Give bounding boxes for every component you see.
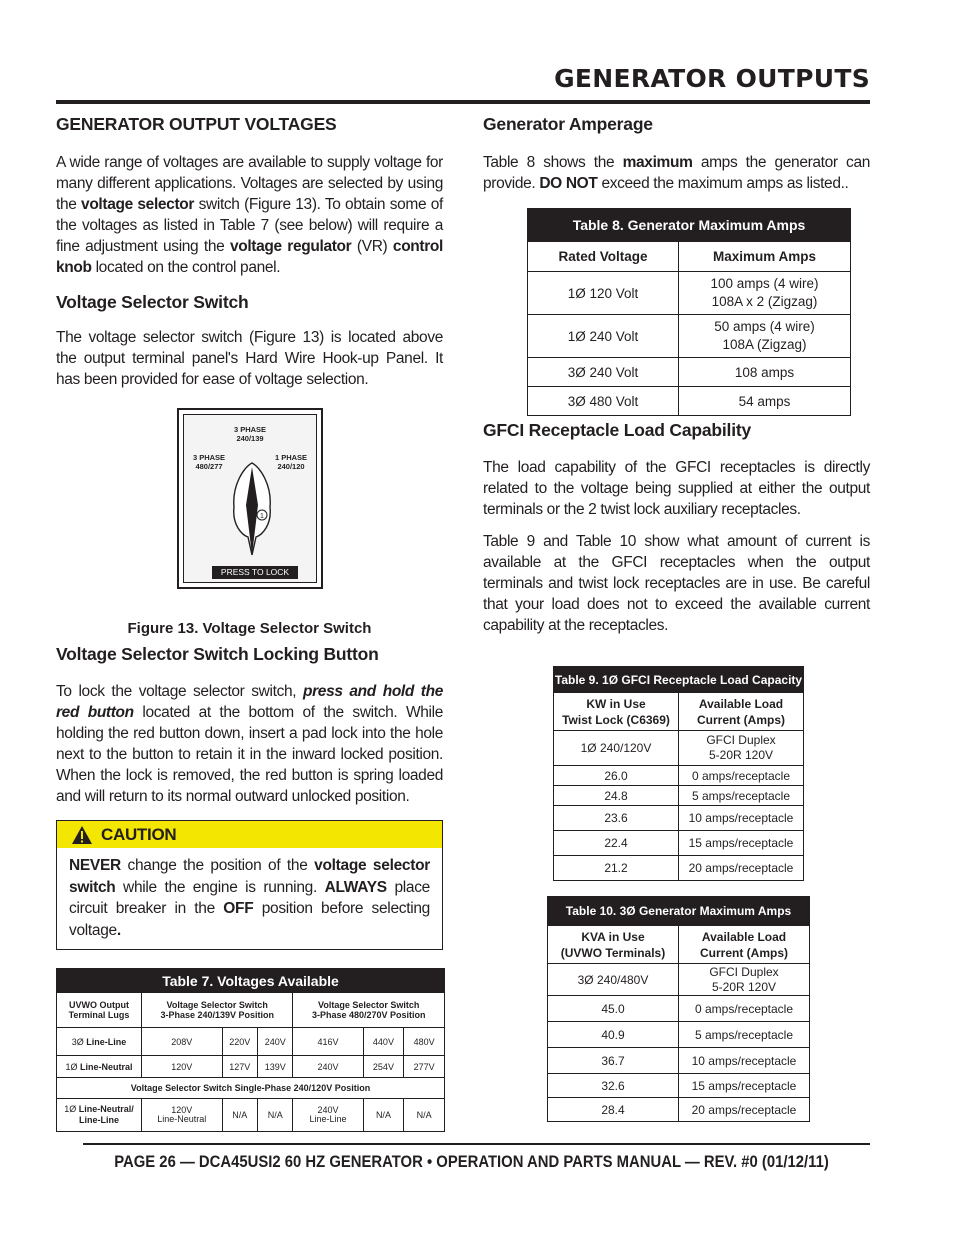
table-10-col-current: Available Load Current (Amps) xyxy=(679,926,810,964)
table-row: 40.9 5 amps/receptacle xyxy=(548,1022,810,1048)
table-9-col-kw: KW in Use Twist Lock (C6369) xyxy=(554,693,679,731)
table-row: 1Ø Line-Neutral 120V 127V 139V 240V 254V 277V xyxy=(57,1056,445,1078)
paragraph-generator-amperage: Table 8 shows the maximum amps the generator can provide. DO NOT exceed the maximum amps as listed.. xyxy=(483,154,870,192)
table-7-header-480: Voltage Selector Switch 3-Phase 480/270V Position xyxy=(293,993,445,1028)
table-row: 22.4 15 amps/receptacle xyxy=(554,831,804,856)
selector-knob-icon xyxy=(184,415,320,586)
table-row: 21.2 20 amps/receptacle xyxy=(554,856,804,881)
table-row: 26.0 0 amps/receptacle xyxy=(554,766,804,786)
svg-text:1: 1 xyxy=(260,513,264,520)
table-row: 1Ø 120 Volt 100 amps (4 wire) 108A x 2 (Zigzag) xyxy=(528,272,851,315)
table-7-single-phase-row: Voltage Selector Switch Single-Phase 240/120V Position xyxy=(57,1078,445,1099)
heading-generator-amperage: Generator Amperage xyxy=(483,114,653,134)
switch-illustration xyxy=(177,408,323,589)
label-1-phase-240: 1 PHASE 240/120 xyxy=(274,453,308,471)
table-8-col-max: Maximum Amps xyxy=(679,242,851,272)
bottom-rule xyxy=(83,1143,870,1145)
table-row: 3Ø Line-Line 208V 220V 240V 416V 440V 480V xyxy=(57,1028,445,1056)
paragraph-gfci-2: Table 9 and Table 10 show what amount of current is available at the GFCI receptacles when the output terminals and twist lock receptacles are in use. Be careful that your load does not to exceed the available current capability at the receptacles. xyxy=(483,533,870,634)
left-column xyxy=(56,114,443,950)
table-row: 24.8 5 amps/receptacle xyxy=(554,786,804,806)
caution-text: NEVER change the position of the voltage selector switch while the engine is running. ALWAYS place circuit breaker in the OFF position before selecting voltage. xyxy=(69,857,431,939)
caution-box xyxy=(56,820,443,950)
paragraph-voltage-selector: The voltage selector switch (Figure 13) is located above the output terminal panel's Hard Wire Hook-up Panel. It has been provided for ease of voltage selection. xyxy=(56,329,443,388)
table-9-col-current: Available Load Current (Amps) xyxy=(679,693,804,731)
table-10-3-phase-amps: Table 10. 3Ø Generator Maximum Amps KVA in Use (UVWO Terminals) Available Load Current (Amps) 3Ø 240/480V GFCI Duplex 5-20R 120V 45.0 0 amps/receptacle 40.9 5 amps/receptacle 36.7 10 amps/receptacle 32.6 15 amps/receptacle 28.4 20 amps/receptacle xyxy=(547,896,810,1122)
table-8-col-rated: Rated Voltage xyxy=(528,242,679,272)
table-8-title: Table 8. Generator Maximum Amps xyxy=(528,209,851,242)
figure-caption: Figure 13. Voltage Selector Switch xyxy=(127,620,372,637)
table-9-gfci-1-phase: Table 9. 1Ø GFCI Receptacle Load Capacity KW in Use Twist Lock (C6369) Available Load Current (Amps) 1Ø 240/120V GFCI Duplex 5-20R 120V 26.0 0 amps/receptacle 24.8 5 amps/receptacle 23.6 10 amps/receptacle 22.4 15 amps/receptacle 21.2 20 amps/receptacle xyxy=(553,666,804,881)
page-title: GENERATOR OUTPUTS xyxy=(554,64,870,93)
label-3-phase-480: 3 PHASE 480/277 xyxy=(192,453,226,471)
heading-output-voltages: GENERATOR OUTPUT VOLTAGES xyxy=(56,114,337,134)
caution-title: CAUTION xyxy=(101,824,177,844)
paragraph-gfci-1: The load capability of the GFCI receptacles is directly related to the voltage being supplied at either the output terminals or the 2 twist lock auxiliary receptacles. xyxy=(483,459,870,518)
table-8-max-amps xyxy=(527,208,851,416)
table-row: 36.7 10 amps/receptacle xyxy=(548,1048,810,1074)
table-7-header-lugs: UVWO Output Terminal Lugs xyxy=(57,993,142,1028)
table-row: 28.4 20 amps/receptacle xyxy=(548,1098,810,1122)
table-9-title: Table 9. 1Ø GFCI Receptacle Load Capacity xyxy=(554,667,804,693)
table-row: 3Ø 240 Volt 108 amps xyxy=(528,358,851,387)
table-row: 23.6 10 amps/receptacle xyxy=(554,806,804,831)
top-rule xyxy=(56,100,870,104)
warning-triangle-icon xyxy=(71,825,93,845)
table-7-voltages xyxy=(56,968,445,1132)
paragraph-output-voltages: A wide range of voltages are available to supply voltage for many different applications. Voltages are selected by using the voltage selector switch (Figure 13). To obtain some of the voltages as listed in Table 7 (see below) will require a fine adjustment using the voltage regulator (VR) control knob located on the control panel. xyxy=(56,154,443,276)
paragraph-locking-button: To lock the voltage selector switch, press and hold the red button located at the bottom of the switch. While holding the red button down, insert a pad lock into the hole next to the button to retain it in the inward locked position. When the lock is removed, the red button is spring loaded and will return to its normal outward unlocked position. xyxy=(56,683,443,805)
heading-gfci-load: GFCI Receptacle Load Capability xyxy=(483,420,752,440)
page-footer: PAGE 26 — DCA45USI2 60 HZ GENERATOR • OPERATION AND PARTS MANUAL — REV. #0 (01/12/11) xyxy=(114,1153,829,1171)
table-row: 45.0 0 amps/receptacle xyxy=(548,996,810,1022)
table-10-col-kva: KVA in Use (UVWO Terminals) xyxy=(548,926,679,964)
voltage-selector-figure xyxy=(56,408,443,638)
heading-locking-button: Voltage Selector Switch Locking Button xyxy=(56,644,379,664)
table-7-title: Table 7. Voltages Available xyxy=(57,969,445,993)
table-10-title: Table 10. 3Ø Generator Maximum Amps xyxy=(548,897,810,926)
press-to-lock-button[interactable]: PRESS TO LOCK xyxy=(212,566,298,579)
table-row: 32.6 15 amps/receptacle xyxy=(548,1074,810,1098)
label-3-phase-240: 3 PHASE 240/139 xyxy=(233,425,267,443)
table-row: 3Ø 480 Volt 54 amps xyxy=(528,387,851,416)
caution-header xyxy=(57,821,442,848)
heading-voltage-selector: Voltage Selector Switch xyxy=(56,292,249,312)
table-7-header-240: Voltage Selector Switch 3-Phase 240/139V Position xyxy=(142,993,293,1028)
table-row: 1Ø 240 Volt 50 amps (4 wire) 108A (Zigzag) xyxy=(528,315,851,358)
table-row: 1Ø Line-Neutral/ Line-Line 120V Line-Neutral N/A N/A 240V Line-Line N/A N/A xyxy=(57,1099,445,1132)
